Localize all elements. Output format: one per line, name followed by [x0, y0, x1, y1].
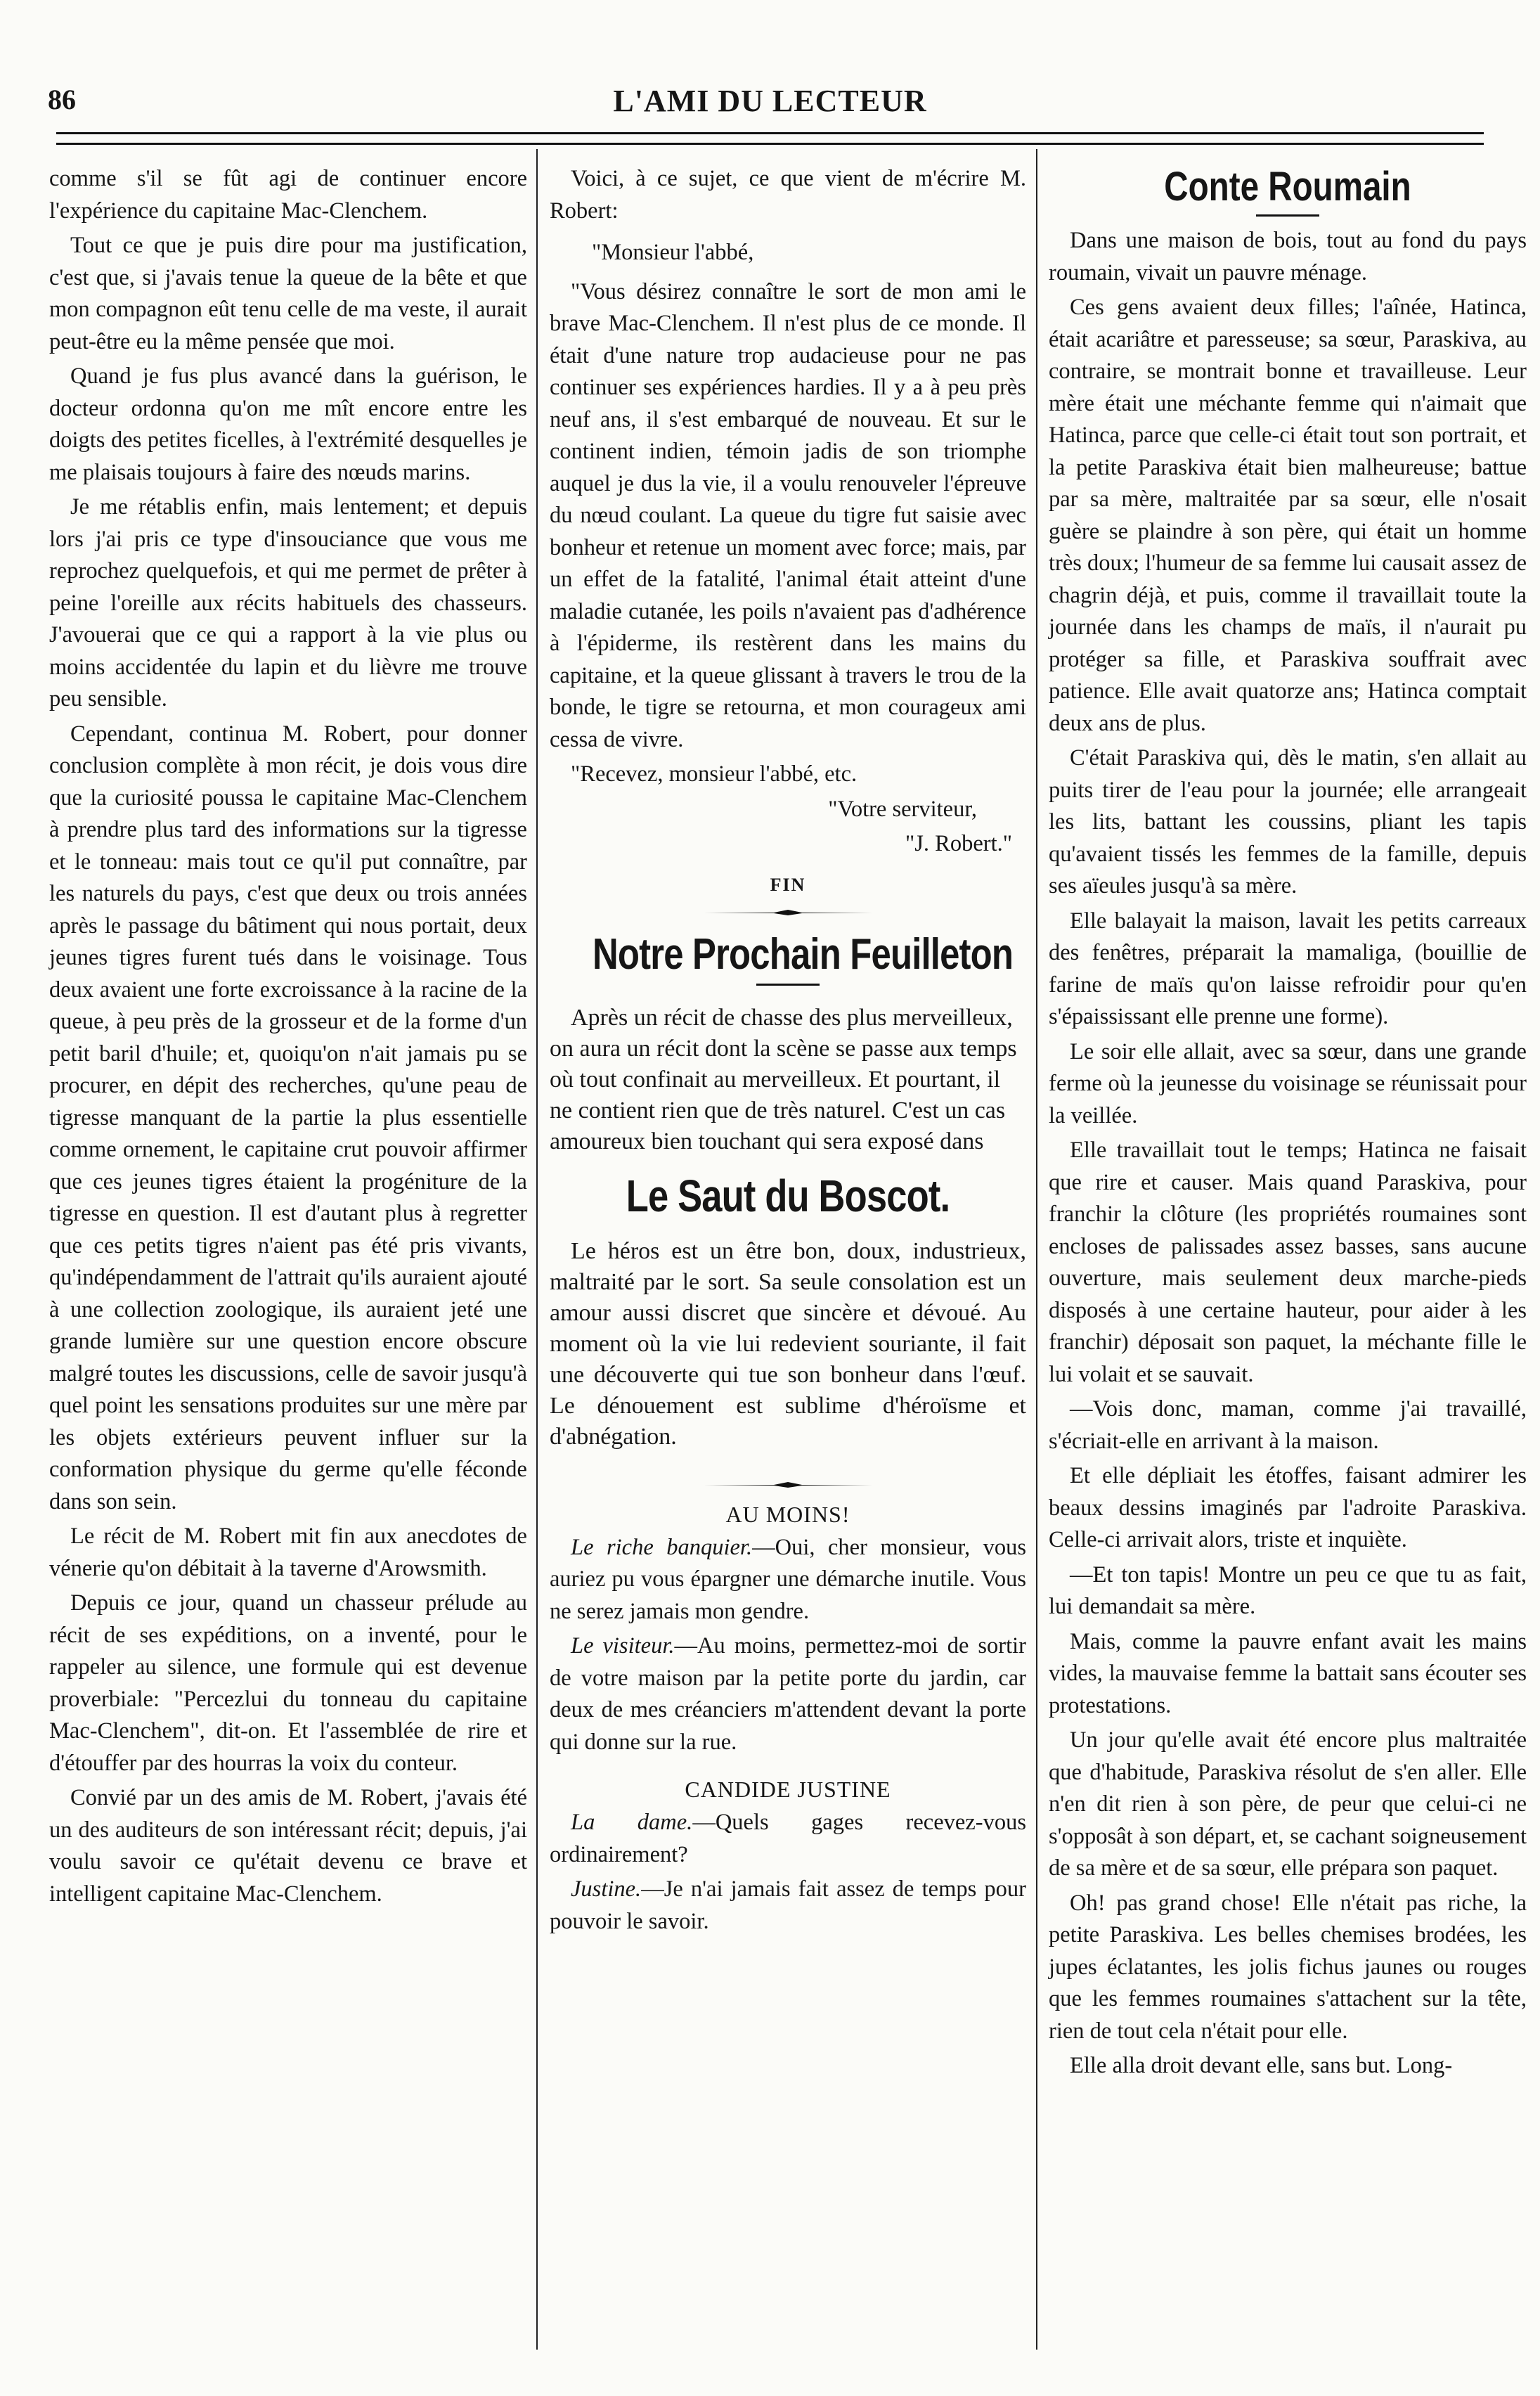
paragraph: —Vois donc, maman, comme j'ai travaillé, s'écriait-elle en arrivant à la maison.	[1049, 1396, 1527, 1454]
paragraph: Le récit de M. Robert mit fin aux anecdotes de vénerie qu'on débitait à la taverne d'Arowsmith.	[49, 1524, 527, 1581]
paragraph: Elle travaillait tout le temps; Hatinca ne faisait que rire et causer. Mais quand Paraskiva, pour franchir la clôture (les propriétés roumaines sont encloses de palissades assez basses, sans aucune ouverture, mais seulement deux marche-pieds disposés à une certaine hauteur, pour aider à les franchir) déposait son paquet, la méchante fille le lui volait et se sauvait.	[1049, 1138, 1527, 1387]
paragraph: Elle balayait la maison, lavait les petits carreaux des fenêtres, préparait la mamaliga, (bouillie de farine de maïs qu'on laisse refroidir pour qu'en s'épaississant elle prenne une forme).	[1049, 908, 1527, 1029]
paragraph: Un jour qu'elle avait été encore plus maltraitée que d'habitude, Paraskiva résolut de s'en aller. Elle n'en dit rien à son père, de peur que celui-ci ne s'opposât à son départ, et, se cachant soigneusement de sa mère et de sa sœur, elle prépara son paquet.	[1049, 1727, 1527, 1881]
letter-signature: "J. Robert."	[905, 831, 1012, 856]
joke-title-candide-justine: CANDIDE JUSTINE	[685, 1777, 891, 1802]
story-title: Le Saut du Boscot.	[626, 1170, 950, 1221]
paragraph: Elle alla droit devant elle, sans but. Long-	[1070, 2053, 1453, 2078]
paragraph: Oh! pas grand chose! Elle n'était pas riche, la petite Paraskiva. Les belles chemises brodées, les jupes éclatantes, les jolis fichus jaunes ou rouges que les femmes roumaines s'attachent sur la tête, rien de tout cela n'était pour elle.	[1049, 1890, 1527, 2044]
feuilleton-title: Notre Prochain Feuilleton	[593, 929, 1014, 979]
joke-dialogue	[550, 1630, 1026, 1758]
dialogue-line: —Je n'ai jamais fait assez de temps pour pouvoir le savoir.	[550, 1876, 1026, 1934]
paragraph: Convié par un des amis de M. Robert, j'avais été un des auditeurs de son intéressant récit; depuis, j'ai voulu savoir ce qu'était devenu ce brave et intelligent capitaine Mac-Clenchem.	[49, 1785, 527, 1907]
page-header	[28, 83, 1512, 125]
title-dash	[756, 984, 820, 986]
feuilleton-intro: Après un récit de chasse des plus merveilleux, on aura un récit dont la scène se passe aux temps où tout confinait au merveilleux. Et pourtant, il ne contient rien que de très naturel. C'est un cas amoureux bien touchant qui sera exposé dans	[550, 1004, 1017, 1154]
column-divider	[1036, 149, 1037, 2350]
paragraph: Quand je fus plus avancé dans la guérison, le docteur ordonna qu'on me mît encore entre les doigts des petites ficelles, à l'extrémité desquelles je me plaisais toujours à faire des nœuds marins.	[49, 363, 527, 485]
ornament-divider	[704, 1481, 872, 1489]
paragraph: Je me rétablis enfin, mais lentement; et depuis lors j'ai pris ce type d'insouciance que vous me reprochez quelquefois, et qui me permet de prêter à peine l'oreille aux récits habituels des chasseurs. J'avouerai que ce qui a rapport à la vie plus ou moins accidentée du lapin et du lièvre me trouve peu sensible.	[49, 494, 527, 711]
column-left	[49, 163, 527, 1913]
joke-title-au-moins: AU MOINS!	[725, 1501, 850, 1527]
journal-title: L'AMI DU LECTEUR	[613, 84, 927, 118]
letter-body: "Vous désirez connaître le sort de mon ami le brave Mac-Clenchem. Il n'est plus de ce monde. Il était d'une nature trop audacieuse pour ne pas continuer ses expériences hardies. Il y a à peu près neuf ans, il s'est embarqué de nouveau. Et sur le continent indien, témoin jadis de son triomphe auquel je dus la vie, il a voulu renouveler l'épreuve du nœud coulant. La queue du tigre fut saisie avec bonheur et retenue un moment avec force; mais, par un effet de la fatalité, l'animal était atteint d'une maladie cutanée, les poils n'avaient pas d'adhérence à l'épiderme, ils restèrent dans les mains du capitaine, et la queue glissant à travers le trou de la bonde, le tigre se retourna, et mon courageux ami cessa de vivre.	[550, 278, 1026, 752]
paragraph: Dans une maison de bois, tout au fond du pays roumain, vivait un pauvre ménage.	[1049, 228, 1527, 285]
column-right	[1049, 163, 1527, 2085]
feuilleton-section	[550, 1003, 1026, 1453]
dialogue-line: —Oui, cher monsieur, vous auriez pu vous épargner une démarche inutile. Vous ne serez jamais mon gendre.	[550, 1534, 1026, 1624]
dialogue-line: —Au moins, permettez-moi de sortir de votre maison par la petite porte du jardin, car deux de mes créanciers m'attendent devant la porte qui donne sur la rue.	[550, 1633, 1026, 1755]
conte-title: Conte Roumain	[1164, 164, 1411, 210]
page-number: 86	[48, 84, 76, 115]
ornament-divider	[704, 908, 872, 917]
letter-intro: Voici, à ce sujet, ce que vient de m'écrire M. Robert:	[550, 166, 1026, 224]
speaker-label: La dame.	[571, 1810, 693, 1835]
paragraph: Le soir elle allait, avec sa sœur, dans une grande ferme où la jeunesse du voisinage se réunissait pour la veillée.	[1049, 1038, 1527, 1128]
letter-closing: "Recevez, monsieur l'abbé, etc.	[571, 761, 858, 787]
speaker-label: Justine.	[571, 1876, 642, 1902]
letter-servant: "Votre serviteur,	[828, 796, 977, 822]
feuilleton-description: Le héros est un être bon, doux, industrieux, maltraité par le sort. Sa seule consolation est un amour aussi discret que sincère et dévoué. Au moment où la vie lui redevient souriante, il fait une découverte qui tue son bonheur dans l'œuf. Le dénouement est sublime d'héroïsme et d'abnégation.	[550, 1237, 1026, 1450]
title-dash	[1256, 214, 1319, 217]
paragraph: Depuis ce jour, quand un chasseur prélude au récit de ses expéditions, on a inventé, pour le rappeler au silence, une formule qui est devenue proverbiale: "Percezlui du tonneau du capitaine Mac-Clenchem", dit-on. Et l'assemblée de rire et d'étouffer par des hourras la voix du conteur.	[49, 1590, 527, 1776]
letter-salutation: "Monsieur l'abbé,	[592, 240, 754, 265]
column-middle	[550, 163, 1026, 1940]
speaker-label: Le riche banquier.	[571, 1534, 753, 1560]
paragraph: comme s'il se fût agi de continuer encore l'expérience du capitaine Mac-Clenchem.	[49, 166, 527, 224]
joke-dialogue	[550, 1874, 1026, 1938]
joke-dialogue	[550, 1807, 1026, 1871]
paragraph: Cependant, continua M. Robert, pour donner conclusion complète à mon récit, je dois vous dire que la curiosité poussa le capitaine Mac-Clenchem à prendre plus tard des informations sur la tigresse et le tonneau: mais tout ce qu'il put connaître, par les naturels du pays, c'est que deux ou trois années après le passage du bâtiment qui nous portait, deux jeunes tigres furent tués dans le voisinage. Tous deux avaient une forte excroissance à la racine de la queue, à peu près de la grosseur et de la forme d'un petit baril d'huile; et, quoiqu'on n'ait jamais pu se procurer, en dépit des recherches, qu'une peau de tigresse manquant de la partie la plus essentielle comme ornement, le capitaine crut pouvoir affirmer que ces jeunes tigres étaient la progéniture de la tigresse en question. Il est d'autant plus à regretter que ces petits tigres n'aient pas été pris vivants, qu'indépendamment de l'attrait qu'ils auraient ajouté à une collection zoologique, ils auraient jeté une grande lumière sur une question encore obscure malgré toutes les discussions, celle de savoir jusqu'à quel point les sensations produites sur une mère par les objets extérieurs peuvent influer sur la conformation physique du germe qu'elle féconde dans son sein.	[49, 721, 527, 1514]
paragraph: —Et ton tapis! Montre un peu ce que tu as fait, lui demandait sa mère.	[1049, 1561, 1527, 1619]
paragraph: Tout ce que je puis dire pour ma justification, c'est que, si j'avais tenue la queue de la bête et que mon compagnon eût tenu celle de ma veste, il aurait peut-être eu la même pensée que moi.	[49, 233, 527, 354]
paragraph: Et elle dépliait les étoffes, faisant admirer les beaux dessins imaginés par l'adroite Paraskiva. Celle-ci arrivait alors, triste et inquiète.	[1049, 1463, 1527, 1552]
dialogue-line: —Quels gages recevez-vous ordinairement?	[550, 1810, 1026, 1867]
column-divider	[536, 149, 538, 2350]
speaker-label: Le visiteur.	[571, 1633, 675, 1658]
paragraph: Mais, comme la pauvre enfant avait les mains vides, la mauvaise femme la battait sans écouter ses protestations.	[1049, 1628, 1527, 1718]
header-double-rule	[56, 132, 1484, 145]
fin-label: FIN	[770, 874, 806, 895]
paragraph: Ces gens avaient deux filles; l'aînée, Hatinca, était acariâtre et paresseuse; sa sœur, Paraskiva, au contraire, se montrait bonne et travailleuse. Leur mère était une méchante femme qui n'aimait que Hatinca, parce que celle-ci était tout son portrait, et la petite Paraskiva était bien malheureuse; battue par sa mère, maltraitée par sa sœur, elle n'osait guère se plaindre à son père, qui était un homme très doux; l'humeur de sa femme lui causait assez de chagrin déjà, et puis, comme il travaillait toute la journée dans les champs de maïs, il n'aurait pu protéger sa fille, et Paraskiva souffrait avec patience. Elle avait quatorze ans; Hatinca comptait deux ans de plus.	[1049, 295, 1527, 736]
paragraph: C'était Paraskiva qui, dès le matin, s'en allait au puits tirer de l'eau pour la journée; elle arrangeait les lits, battant les coussins, pliant les tapis qu'avaient tissés les femmes de la famille, depuis ses aïeules jusqu'à sa mère.	[1049, 745, 1527, 898]
joke-dialogue	[550, 1532, 1026, 1628]
